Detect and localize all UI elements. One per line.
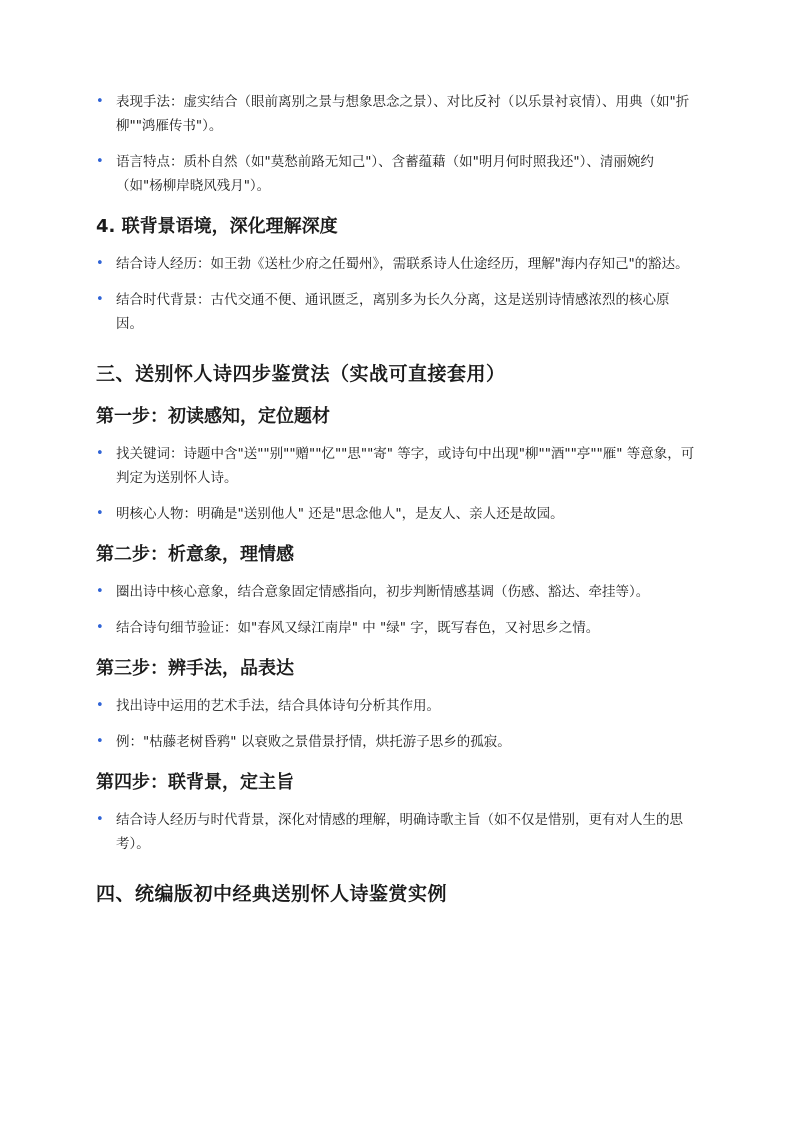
step-1-list	[96, 442, 696, 526]
bullet-icon: •	[96, 734, 104, 749]
list-item	[96, 90, 696, 138]
list-item-text: 例："枯藤老树昏鸦" 以衰败之景借景抒情，烘托游子思乡的孤寂。	[116, 734, 511, 750]
step-2-list	[96, 580, 696, 640]
bullet-icon: •	[96, 256, 104, 271]
technique-list	[96, 90, 696, 198]
bullet-icon: •	[96, 94, 104, 109]
bullet-icon: •	[96, 620, 104, 635]
step-3-list	[96, 694, 696, 754]
list-item	[96, 694, 696, 718]
list-item-text: 找关键词：诗题中含"送""别""赠""忆""思""寄" 等字，或诗句中出现"柳""酒""亭""雁" 等意象，可判定为送别怀人诗。	[116, 446, 695, 486]
list-item-text: 明核心人物：明确是"送别他人" 还是"思念他人"，是友人、亲人还是故园。	[116, 506, 564, 522]
bullet-icon: •	[96, 812, 104, 827]
list-item	[96, 288, 696, 336]
part-3-heading: 三、送别怀人诗四步鉴赏法（实战可直接套用）	[96, 363, 506, 385]
bullet-icon: •	[96, 292, 104, 307]
bullet-icon: •	[96, 506, 104, 521]
bullet-icon: •	[96, 446, 104, 461]
step-1-heading: 第一步：初读感知，定位题材	[96, 406, 330, 427]
list-item-text: 结合诗人经历：如王勃《送杜少府之任蜀州》，需联系诗人仕途经历，理解"海内存知己"的豁达。	[116, 256, 689, 272]
step-3-heading: 第三步：辨手法，品表达	[96, 658, 294, 679]
list-item-text: 结合时代背景：古代交通不便、通讯匮乏，离别多为长久分离，这是送别诗情感浓烈的核心原因。	[116, 292, 670, 332]
list-item-text: 结合诗句细节验证：如"春风又绿江南岸" 中 "绿" 字，既写春色，又衬思乡之情。	[116, 620, 600, 636]
list-item-text: 圈出诗中核心意象，结合意象固定情感指向，初步判断情感基调（伤感、豁达、牵挂等）。	[116, 584, 650, 600]
step-4-list	[96, 808, 696, 856]
bullet-icon: •	[96, 154, 104, 169]
list-item-text: 语言特点：质朴自然（如"莫愁前路无知己"）、含蓄蕴藉（如"明月何时照我还"）、清丽婉约（如"杨柳岸晓风残月"）。	[116, 154, 654, 194]
list-item	[96, 580, 696, 604]
list-item	[96, 730, 696, 754]
step-4-heading: 第四步：联背景，定主旨	[96, 772, 294, 793]
list-item-text: 找出诗中运用的艺术手法，结合具体诗句分析其作用。	[116, 698, 440, 714]
list-item-text: 结合诗人经历与时代背景，深化对情感的理解，明确诗歌主旨（如不仅是惜别，更有对人生的思考）。	[116, 812, 683, 852]
bullet-icon: •	[96, 584, 104, 599]
list-item	[96, 502, 696, 526]
list-item	[96, 616, 696, 640]
list-item	[96, 252, 696, 276]
list-item-text: 表现手法：虚实结合（眼前离别之景与想象思念之景）、对比反衬（以乐景衬哀情）、用典（如"折柳""鸿雁传书"）。	[116, 94, 690, 134]
section-4-list	[96, 252, 696, 336]
list-item	[96, 808, 696, 856]
part-4-heading: 四、统编版初中经典送别怀人诗鉴赏实例	[96, 883, 448, 905]
list-item	[96, 150, 696, 198]
section-4-heading: 4. 联背景语境，深化理解深度	[96, 216, 338, 237]
document-content	[96, 90, 696, 922]
list-item	[96, 442, 696, 490]
bullet-icon: •	[96, 698, 104, 713]
step-2-heading: 第二步：析意象，理情感	[96, 544, 294, 565]
